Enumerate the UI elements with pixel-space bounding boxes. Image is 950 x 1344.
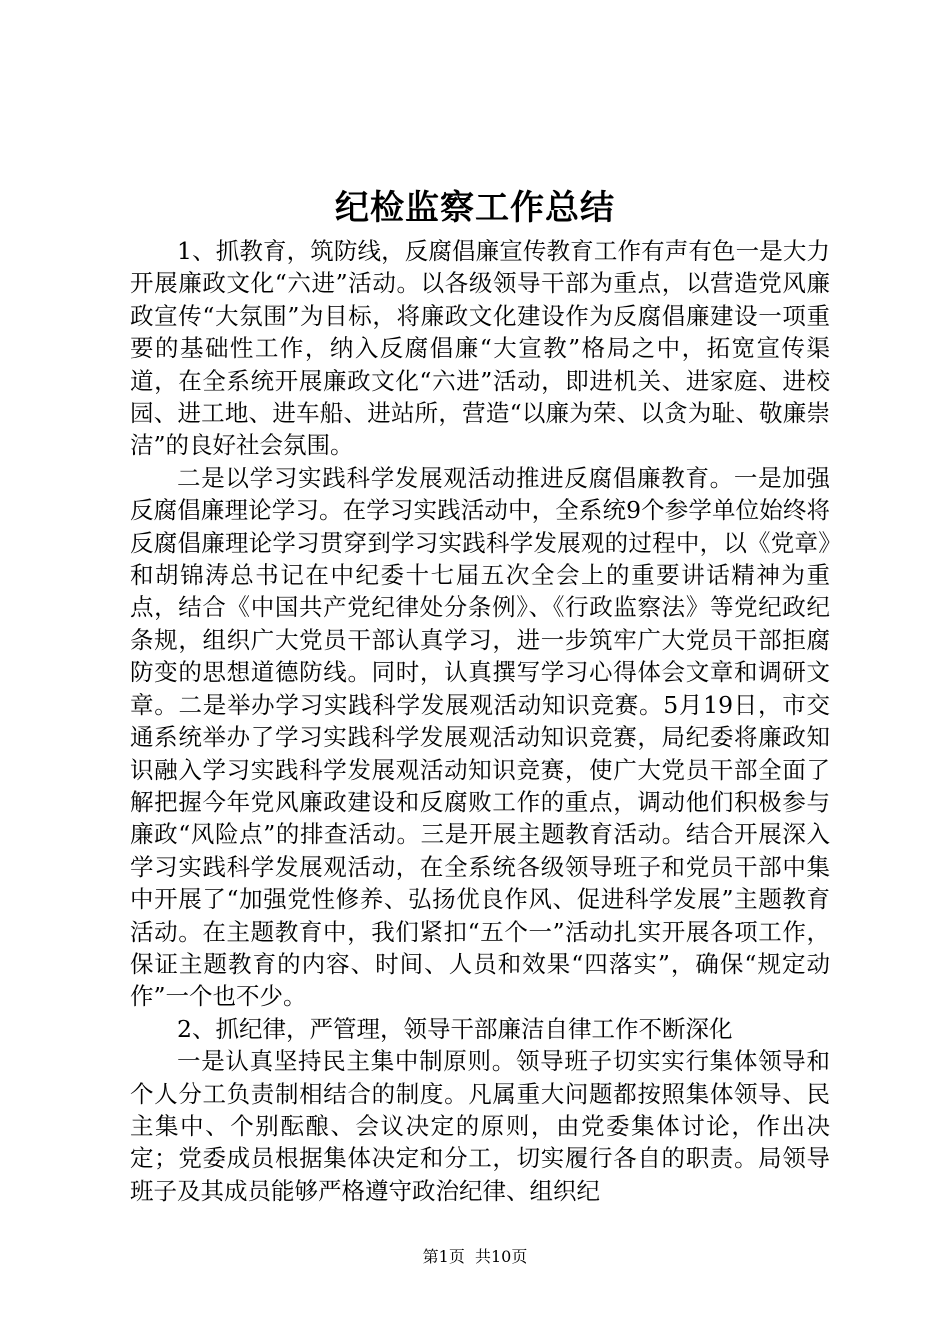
page-footer: [0, 1246, 950, 1268]
page-number-label: 第1页 共10页: [422, 1247, 528, 1266]
paragraph-2: 二是以学习实践科学发展观活动推进反腐倡廉教育。一是加强反腐倡廉理论学习。在学习实践活动中，全系统9个参学单位始终将反腐倡廉理论学习贯穿到学习实践科学发展观的过程中，以《党章》和胡锦涛总书记在中纪委十七届五次全会上的重要讲话精神为重点，结合《中国共产党纪律处分条例》、《行政监察法》等党纪政纪条规，组织广大党员干部认真学习，进一步筑牢广大党员干部拒腐防变的思想道德防线。同时，认真撰写学习心得体会文章和调研文章。二是举办学习实践科学发展观活动知识竞赛。5月19日，市交通系统举办了学习实践科学发展观活动知识竞赛，局纪委将廉政知识融入学习实践科学发展观活动知识竞赛，使广大党员干部全面了解把握今年党风廉政建设和反腐败工作的重点，调动他们积极参与廉政“风险点”的排查活动。三是开展主题教育活动。结合开展深入学习实践科学发展观活动，在全系统各级领导班子和党员干部中集中开展了“加强党性修养、弘扬优良作风、促进科学发展”主题教育活动。在主题教育中，我们紧扣“五个一”活动扎实开展各项工作，保证主题教育的内容、时间、人员和效果“四落实”，确保“规定动作”一个也不少。: [130, 463, 830, 1011]
paragraph-4: 一是认真坚持民主集中制原则。领导班子切实实行集体领导和个人分工负责制相结合的制度。凡属重大问题都按照集体领导、民主集中、个别酝酿、会议决定的原则，由党委集体讨论，作出决定；党委成员根据集体决定和分工，切实履行各自的职责。局领导班子及其成员能够严格遵守政治纪律、组织纪: [130, 1047, 830, 1205]
paragraph-3-heading: 2、抓纪律，严管理，领导干部廉洁自律工作不断深化: [177, 1014, 733, 1043]
document-title: 纪检监察工作总结: [335, 188, 615, 228]
paragraph-1: 1、抓教育，筑防线，反腐倡廉宣传教育工作有声有色一是大力开展廉政文化“六进”活动。以各级领导干部为重点，以营造党风廉政宣传“大氛围”为目标，将廉政文化建设作为反腐倡廉建设一项重要的基础性工作，纳入反腐倡廉“大宣教”格局之中，拓宽宣传渠道，在全系统开展廉政文化“六进”活动，即进机关、进家庭、进校园、进工地、进车船、进站所，营造“以廉为荣、以贪为耻、敬廉崇洁”的良好社会氛围。: [130, 237, 830, 460]
document-body: [130, 235, 830, 1207]
